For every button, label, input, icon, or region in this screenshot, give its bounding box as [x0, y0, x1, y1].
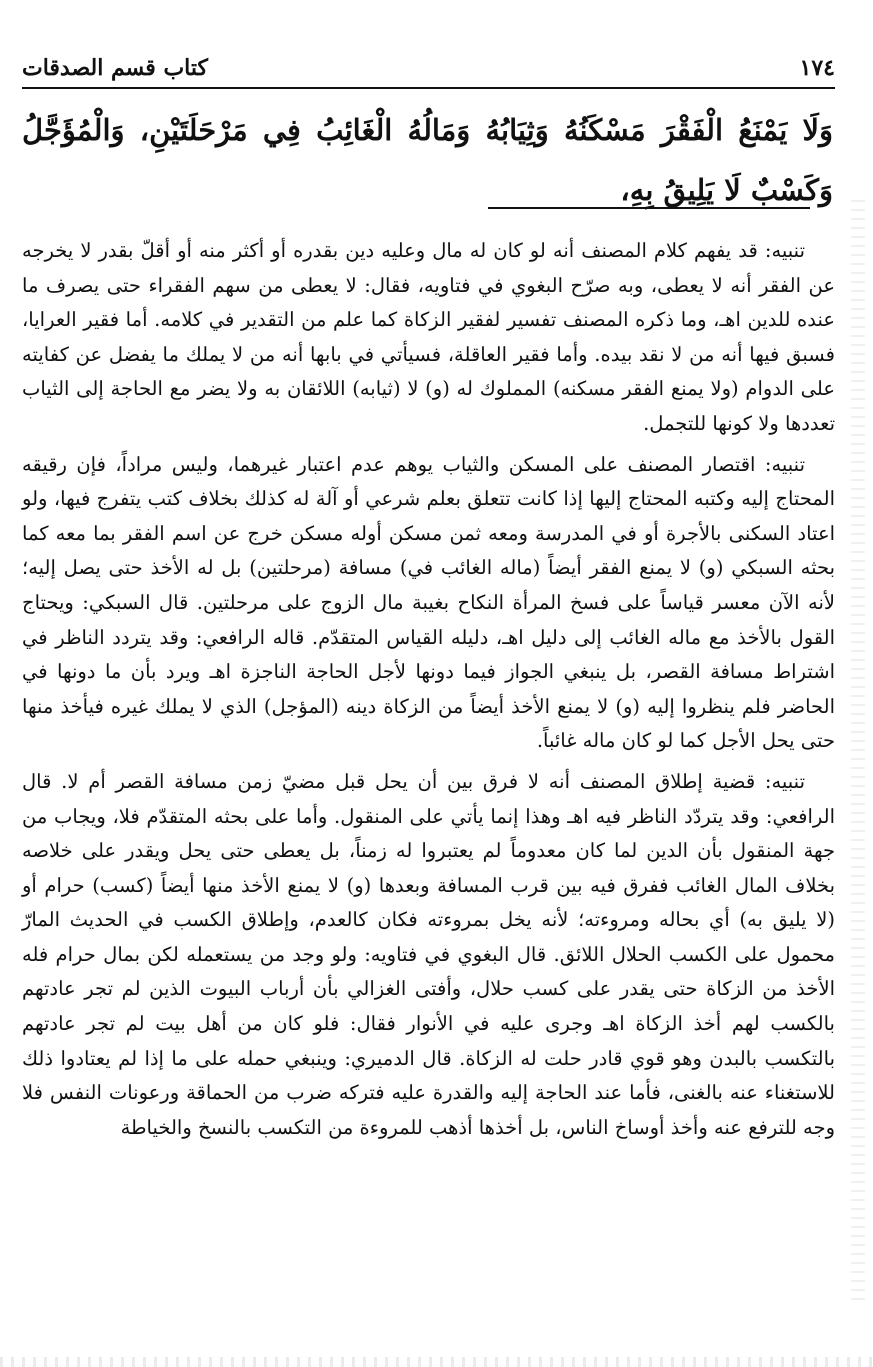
scan-edge-noise — [851, 200, 865, 1300]
running-header — [22, 50, 835, 86]
matn-separator-rule — [488, 207, 810, 209]
matn-text: وَلَا يَمْنَعُ الْفَقْرَ مَسْكَنُهُ وَثِيَابُهُ وَمَالُهُ الْغَائِبُ فِي مَرْحَلَتَيْنِ، وَالْمُؤَجَّلُ وَكَسْبٌ لَا يَلِيقُ بِهِ، — [22, 113, 833, 207]
scan-bottom-noise — [0, 1357, 873, 1367]
page-number: ١٧٤ — [799, 55, 835, 81]
commentary-paragraph-2: تنبيه: اقتصار المصنف على المسكن والثياب يوهم عدم اعتبار غيرهما، وليس مراداً، فإن رقيقه المحتاج إليه وكتبه المحتاج إليها إذا كانت تتعلق بعلم شرعي أو آلة له كذلك بخلاف كتب يتفرج فيها، ولو اعتاد السكنى بالأجرة أو في المدرسة ومعه ثمن مسكن أوله مسكن خرج عن اسم الفقر بما معه كما بحثه السبكي (و) لا يمنع الفقر أيضاً (ماله الغائب في) مسافة (مرحلتين) بل له الأخذ حتى يصل إليه؛ لأنه الآن معسر قياساً على فسخ المرأة النكاح بغيبة مال الزوج على مرحلتين. قال السبكي: ويحتاج القول بالأخذ مع ماله الغائب إلى دليل اهـ، دليله القياس المتقدّم. قاله الرافعي: وقد يتردد الناظر في اشتراط مسافة القصر، بل ينبغي الجواز فيما دونها لأجل الحاجة الناجزة اهـ ويرد بأن ما دونها في الحاضر فلم ينظروا إليه (و) لا يمنع الأخذ أيضاً من الزكاة دينه (المؤجل) الذي لا يملك غيره فيأخذ منها حتى يحل الأجل كما لو كان ماله غائباً. — [22, 452, 835, 753]
section-title: كتاب قسم الصدقات — [22, 55, 209, 81]
commentary-paragraph-3: تنبيه: قضية إطلاق المصنف أنه لا فرق بين أن يحل قبل مضيّ زمن مسافة القصر أم لا. قال الرافعي: وقد يتردّد الناظر فيه اهـ وهذا إنما يأتي على المنقول. وأما على بحثه المتقدّم فلا، ويجاب من جهة المنقول بأن الدين لما كان معدوماً لم يعتبروا له زمناً، بل يعطى حتى يحل ويقدر على خلاصه بخلاف المال الغائب ففرق فيه بين قرب المسافة وبعدها (و) لا يمنع الأخذ منها أيضاً (كسب) حرام أو (لا يليق به) أي بحاله ومروءته؛ لأنه يخل بمروءته فكان كالعدم، وإطلاق الكسب في الحديث المارّ محمول على الكسب الحلال اللائق. قال البغوي في فتاويه: ولو وجد من يستعمله لكن بمال حرام فله الأخذ من الزكاة حتى يقدر على كسب حلال، وأفتى الغزالي بأن أرباب البيوت الذين لم تجر عادتهم بالكسب لهم أخذ الزكاة اهـ وجرى عليه في الأنوار فقال: فلو كان من أهل بيت لم تجر عادتهم بالتكسب بالبدن وهو قوي قادر حلت له الزكاة. قال الدميري: وينبغي حمله على ما إذا لم يعتادوا ذلك للاستغناء عنه بالغنى، فأما عند الحاجة إليه والقدرة عليه فتركه ضرب من الحماقة ورعونات النفس فلا وجه للترفع عنه وأخذ أوساخ الناس، بل أخذها أذهب للمروءة من التكسب بالنسخ والخياطة — [22, 769, 835, 1139]
commentary-body — [22, 234, 835, 1151]
header-rule — [22, 87, 835, 89]
commentary-paragraph-1: تنبيه: قد يفهم كلام المصنف أنه لو كان له مال وعليه دين بقدره أو أكثر منه أو أقلّ بقدر لا يخرجه عن الفقر أنه لا يعطى، وبه صرّح البغوي في فتاويه، فقال: لا يعطى من سهم الفقراء حتى يصرف ما عنده للدين اهـ، وما ذكره المصنف تفسير لفقير الزكاة كما علم من التقدير في كلامه. أما فقير العرايا، فسبق فيها أنه من لا نقد بيده. وأما فقير العاقلة، فسيأتي في بابها أنه من لا يملك ما يفضل عن كفايته على الدوام (ولا يمنع الفقر مسكنه) المملوك له (و) لا (ثيابه) اللائقان به ولا يضر مع الحاجة إلى الثياب تعددها ولا كونها للتجمل. — [22, 239, 835, 435]
